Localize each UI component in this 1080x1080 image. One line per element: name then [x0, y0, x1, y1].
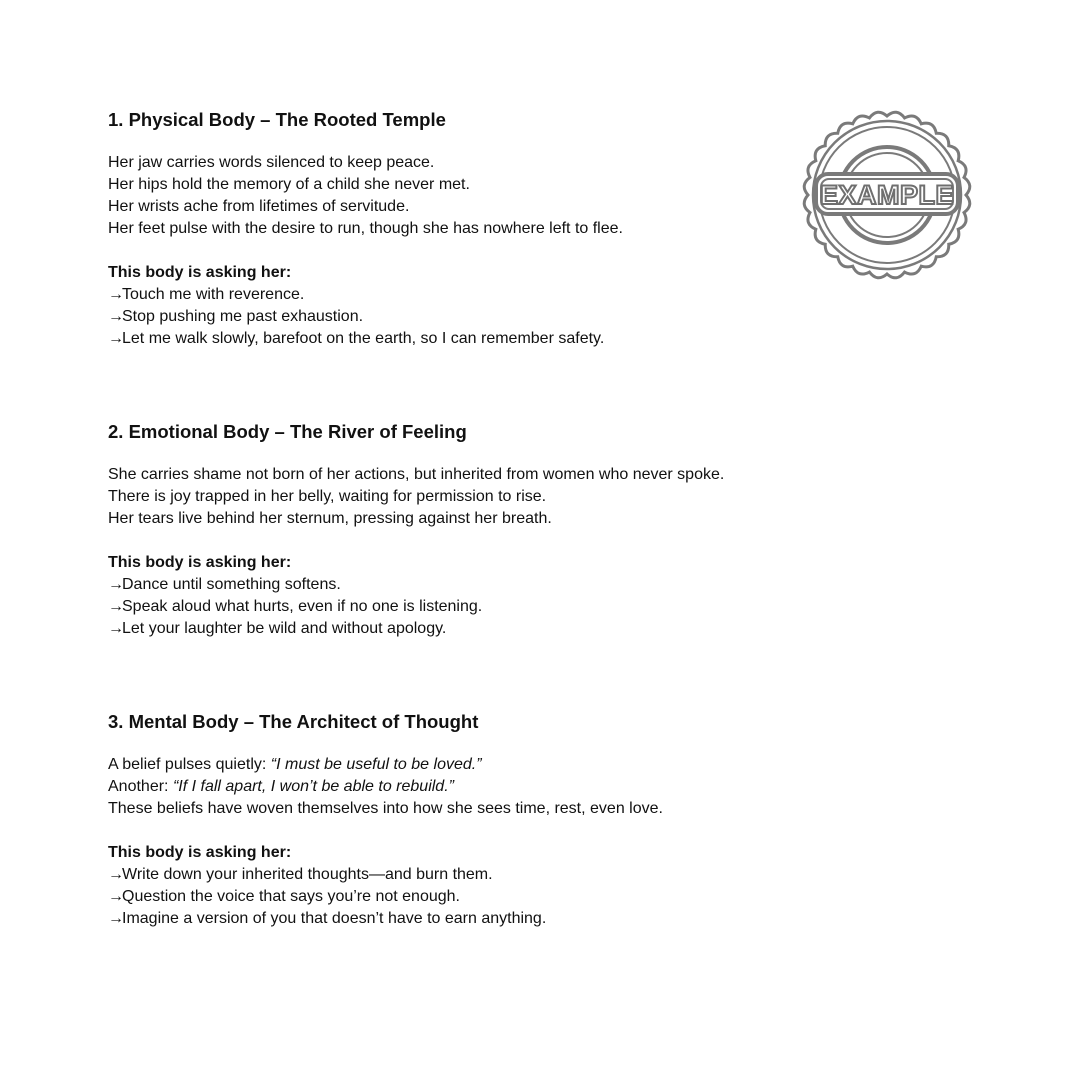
- asking-item-text: Stop pushing me past exhaustion.: [122, 308, 364, 325]
- section-emotional-body: [108, 418, 808, 640]
- stamp-text: EXAMPLE: [819, 180, 955, 210]
- asking-item: [108, 618, 808, 640]
- description-line: Her hips hold the memory of a child she never met.: [108, 176, 470, 193]
- asking-item: [108, 596, 808, 618]
- arrow-icon: →: [108, 620, 124, 637]
- asking-label: This body is asking her:: [108, 264, 292, 281]
- description-line: Her tears live behind her sternum, pressing against her breath.: [108, 510, 552, 527]
- description-line: She carries shame not born of her actions, but inherited from women who never spoke.: [108, 466, 725, 483]
- body-description: [108, 754, 808, 820]
- description-line: [108, 776, 808, 798]
- arrow-icon: →: [108, 308, 124, 325]
- section-mental-body: [108, 708, 808, 930]
- asking-list: [108, 262, 808, 350]
- arrow-icon: →: [108, 910, 124, 927]
- description-line: These beliefs have woven themselves into how she sees time, rest, even love.: [108, 800, 663, 817]
- asking-item-text: Imagine a version of you that doesn’t have to earn anything.: [122, 910, 547, 927]
- asking-item-text: Dance until something softens.: [122, 576, 341, 593]
- section-physical-body: [108, 106, 808, 350]
- description-line: Her jaw carries words silenced to keep peace.: [108, 154, 435, 171]
- arrow-icon: →: [108, 866, 124, 883]
- body-description: [108, 464, 808, 530]
- section-heading: 1. Physical Body – The Rooted Temple: [108, 109, 446, 130]
- body-description: [108, 152, 808, 240]
- description-line: Her feet pulse with the desire to run, though she has nowhere left to flee.: [108, 220, 623, 237]
- section-heading: 2. Emotional Body – The River of Feeling: [108, 421, 467, 442]
- asking-label: This body is asking her:: [108, 844, 292, 861]
- section-heading: 3. Mental Body – The Architect of Thought: [108, 711, 479, 732]
- asking-item: [108, 886, 808, 908]
- asking-item: [108, 574, 808, 596]
- example-stamp: [800, 108, 974, 282]
- asking-item-text: Let me walk slowly, barefoot on the earth, so I can remember safety.: [122, 330, 605, 347]
- asking-item: [108, 328, 808, 350]
- asking-item: [108, 284, 808, 306]
- asking-item-text: Speak aloud what hurts, even if no one is listening.: [122, 598, 483, 615]
- asking-list: [108, 552, 808, 640]
- arrow-icon: →: [108, 330, 124, 347]
- arrow-icon: →: [108, 598, 124, 615]
- arrow-icon: →: [108, 888, 124, 905]
- asking-item: [108, 908, 808, 930]
- asking-item-text: Question the voice that says you’re not enough.: [122, 888, 460, 905]
- asking-label: This body is asking her:: [108, 554, 292, 571]
- belief-quote: “I must be useful to be loved.”: [270, 756, 482, 773]
- description-line: There is joy trapped in her belly, waiting for permission to rise.: [108, 488, 547, 505]
- arrow-icon: →: [108, 286, 124, 303]
- asking-item: [108, 306, 808, 328]
- description-line: [108, 754, 808, 776]
- belief-prefix: Another:: [108, 778, 173, 795]
- belief-quote: “If I fall apart, I won’t be able to rebuild.”: [172, 778, 454, 795]
- asking-item-text: Let your laughter be wild and without apology.: [122, 620, 447, 637]
- asking-item-text: Touch me with reverence.: [122, 286, 305, 303]
- asking-item: [108, 864, 808, 886]
- belief-prefix: A belief pulses quietly:: [108, 756, 271, 773]
- document-body: [108, 106, 808, 930]
- asking-item-text: Write down your inherited thoughts—and burn them.: [122, 866, 493, 883]
- asking-list: [108, 842, 808, 930]
- description-line: Her wrists ache from lifetimes of servitude.: [108, 198, 410, 215]
- arrow-icon: →: [108, 576, 124, 593]
